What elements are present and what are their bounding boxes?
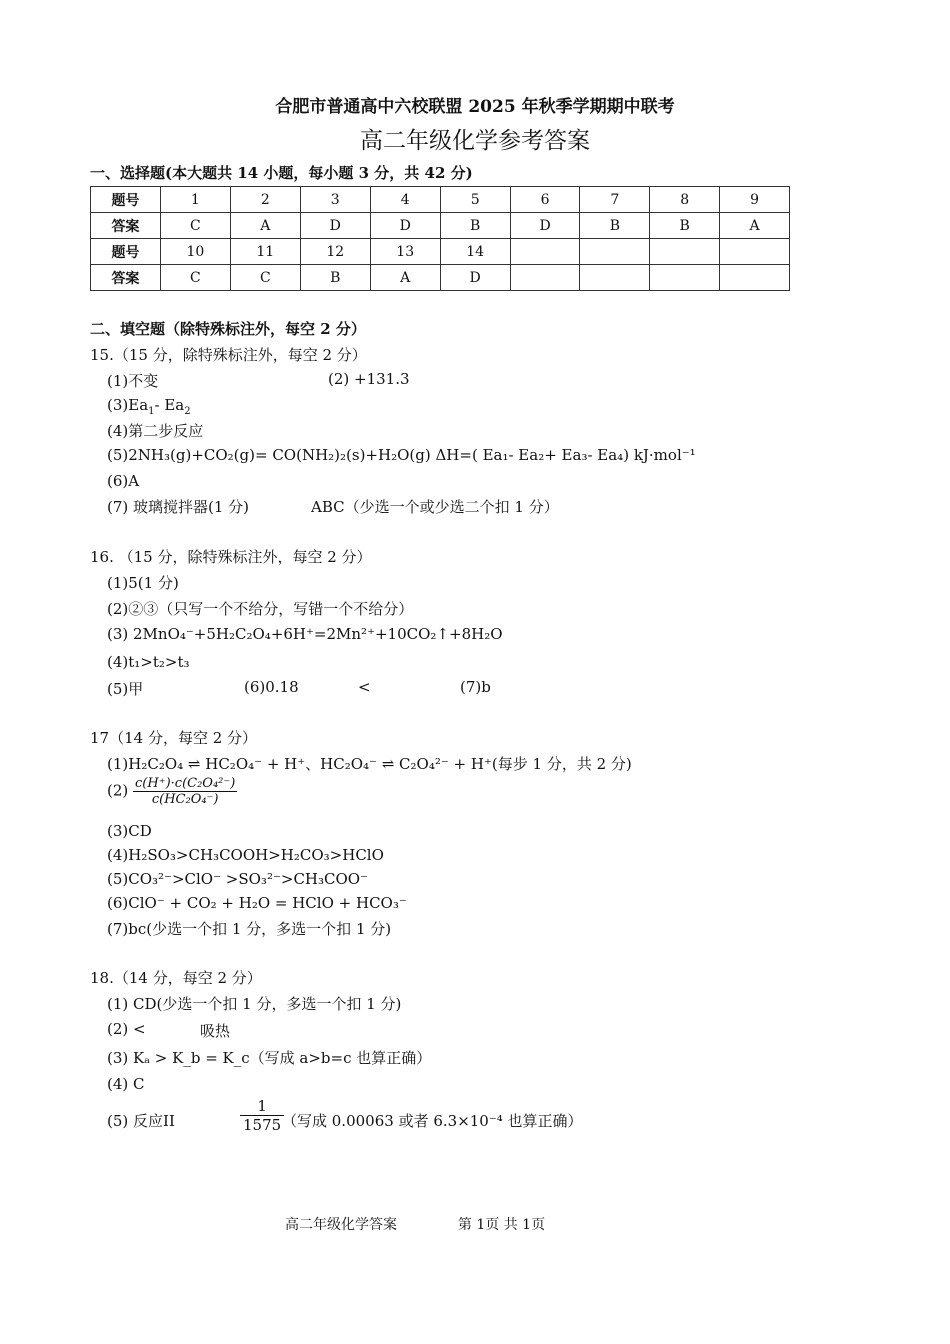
fraction xyxy=(240,1097,284,1134)
q17-answer-5: (5)CO₃²⁻>ClO⁻ >SO₃²⁻>CH₃COO⁻ xyxy=(107,870,369,888)
fraction-numerator: 1 xyxy=(240,1097,284,1116)
table-cell xyxy=(580,265,650,291)
q17-answer-1: (1)H₂C₂O₄ ⇌ HC₂O₄⁻ + H⁺、HC₂O₄⁻ ⇌ C₂O₄²⁻ + H⁺(每步 1 分，共 2 分) xyxy=(107,755,632,773)
table-cell xyxy=(650,265,720,291)
table-cell: D xyxy=(370,213,440,239)
table-cell: C xyxy=(160,265,230,291)
q16-answer-6: (6)0.18 xyxy=(244,678,299,696)
q18-answer-3: (3) Kₐ > K_b = K_c（写成 a>b=c 也算正确） xyxy=(107,1049,432,1067)
fraction-denominator: c(HC₂O₄⁻) xyxy=(151,792,219,807)
table-cell: A xyxy=(370,265,440,291)
section2-heading: 二、填空题（除特殊标注外，每空 2 分） xyxy=(90,320,366,338)
q18-answer-5-fraction xyxy=(240,1097,284,1134)
q17-answer-2 xyxy=(107,776,237,807)
q17-answer-3: (3)CD xyxy=(107,822,152,840)
page-footer xyxy=(285,1214,545,1234)
q16-answer-2: (2)②③（只写一个不给分，写错一个不给分） xyxy=(107,600,414,618)
table-cell: 5 xyxy=(440,187,510,213)
q18-answer-2a: (2) < xyxy=(107,1020,146,1038)
q15-answer-2: (2) +131.3 xyxy=(328,370,410,388)
table-cell: 3 xyxy=(300,187,370,213)
q18-answer-5b: （写成 0.00063 或者 6.3×10⁻⁴ 也算正确） xyxy=(282,1112,583,1130)
q17-answer-4: (4)H₂SO₃>CH₃COOH>H₂CO₃>HClO xyxy=(107,846,384,864)
table-cell: 6 xyxy=(510,187,580,213)
q18-heading: 18.（14 分，每空 2 分） xyxy=(90,969,262,987)
table-cell: D xyxy=(300,213,370,239)
table-cell: 7 xyxy=(580,187,650,213)
table-cell: B xyxy=(650,213,720,239)
q16-answer-3: (3) 2MnO₄⁻+5H₂C₂O₄+6H⁺=2Mn²⁺+10CO₂↑+8H₂O xyxy=(107,625,503,643)
q18-answer-1: (1) CD(少选一个扣 1 分，多选一个扣 1 分) xyxy=(107,995,402,1013)
q17-answer-6: (6)ClO⁻ + CO₂ + H₂O = HClO + HCO₃⁻ xyxy=(107,894,407,912)
table-cell: D xyxy=(510,213,580,239)
page-number: 第 1页 共 1页 xyxy=(457,1217,546,1233)
table-cell: A xyxy=(720,213,790,239)
table-cell: C xyxy=(230,265,300,291)
fraction-numerator: c(H⁺)·c(C₂O₄²⁻) xyxy=(135,776,236,791)
q15-heading: 15.（15 分，除特殊标注外，每空 2 分） xyxy=(90,346,367,364)
table-cell: B xyxy=(580,213,650,239)
table-cell: 13 xyxy=(370,239,440,265)
row-label: 答案 xyxy=(91,213,161,239)
table-cell xyxy=(510,239,580,265)
table-cell: 12 xyxy=(300,239,370,265)
table-cell xyxy=(650,239,720,265)
table-cell xyxy=(720,239,790,265)
table-row xyxy=(91,265,790,291)
q16-heading: 16. （15 分，除特殊标注外，每空 2 分） xyxy=(90,548,372,566)
table-cell xyxy=(510,265,580,291)
q16-answer-4: (4)t₁>t₂>t₃ xyxy=(107,653,190,671)
table-cell: 1 xyxy=(160,187,230,213)
q15-answer-5: (5)2NH₃(g)+CO₂(g)= CO(NH₂)₂(s)+H₂O(g) ΔH=( Ea₁- Ea₂+ Ea₃- Ea₄) kJ·mol⁻¹ xyxy=(107,446,696,464)
exam-title: 合肥市普通高中六校联盟 2025 年秋季学期期中联考 xyxy=(275,97,675,117)
q16-answer-5: (5)甲 xyxy=(107,680,144,698)
q15-answer-7a: (7) 玻璃搅拌器(1 分) xyxy=(107,498,250,516)
q17-heading: 17（14 分，每空 2 分） xyxy=(90,729,258,747)
q17-answer-2-label: (2) xyxy=(107,781,129,800)
table-row xyxy=(91,239,790,265)
row-label: 题号 xyxy=(91,239,161,265)
q17-answer-7: (7)bc(少选一个扣 1 分，多选一个扣 1 分) xyxy=(107,920,392,938)
table-cell: 10 xyxy=(160,239,230,265)
q18-answer-4: (4) C xyxy=(107,1075,145,1093)
table-cell: D xyxy=(440,265,510,291)
table-row xyxy=(91,187,790,213)
q18-answer-5a: (5) 反应II xyxy=(107,1112,175,1130)
table-cell: 9 xyxy=(720,187,790,213)
q18-answer-2b: 吸热 xyxy=(200,1022,231,1040)
table-cell: B xyxy=(440,213,510,239)
row-label: 答案 xyxy=(91,265,161,291)
fraction-denominator: 1575 xyxy=(243,1116,282,1134)
table-cell: A xyxy=(230,213,300,239)
q16-answer-6-compare: < xyxy=(358,678,371,696)
table-cell: B xyxy=(300,265,370,291)
row-label: 题号 xyxy=(91,187,161,213)
table-row xyxy=(91,213,790,239)
page-title: 高二年级化学参考答案 xyxy=(360,128,590,154)
table-cell: 4 xyxy=(370,187,440,213)
fraction xyxy=(133,776,237,807)
table-cell: C xyxy=(160,213,230,239)
q15-answer-7b: ABC（少选一个或少选二个扣 1 分） xyxy=(311,498,559,516)
footer-subject: 高二年级化学答案 xyxy=(285,1217,397,1233)
answer-table xyxy=(90,186,790,291)
q15-answer-6: (6)A xyxy=(107,472,140,490)
q16-answer-1: (1)5(1 分) xyxy=(107,574,179,592)
table-cell: 11 xyxy=(230,239,300,265)
q15-answer-3: $(3)Ea_1-$ $Ea_2$ xyxy=(107,396,191,417)
table-cell: 2 xyxy=(230,187,300,213)
q16-answer-7: (7)b xyxy=(460,678,491,696)
table-cell xyxy=(720,265,790,291)
section1-heading: 一、选择题(本大题共 14 小题，每小题 3 分，共 42 分) xyxy=(90,164,473,182)
q15-answer-4: (4)第二步反应 xyxy=(107,422,204,440)
table-cell: 8 xyxy=(650,187,720,213)
table-cell: 14 xyxy=(440,239,510,265)
table-cell xyxy=(580,239,650,265)
q15-answer-1: (1)不变 xyxy=(107,372,159,390)
